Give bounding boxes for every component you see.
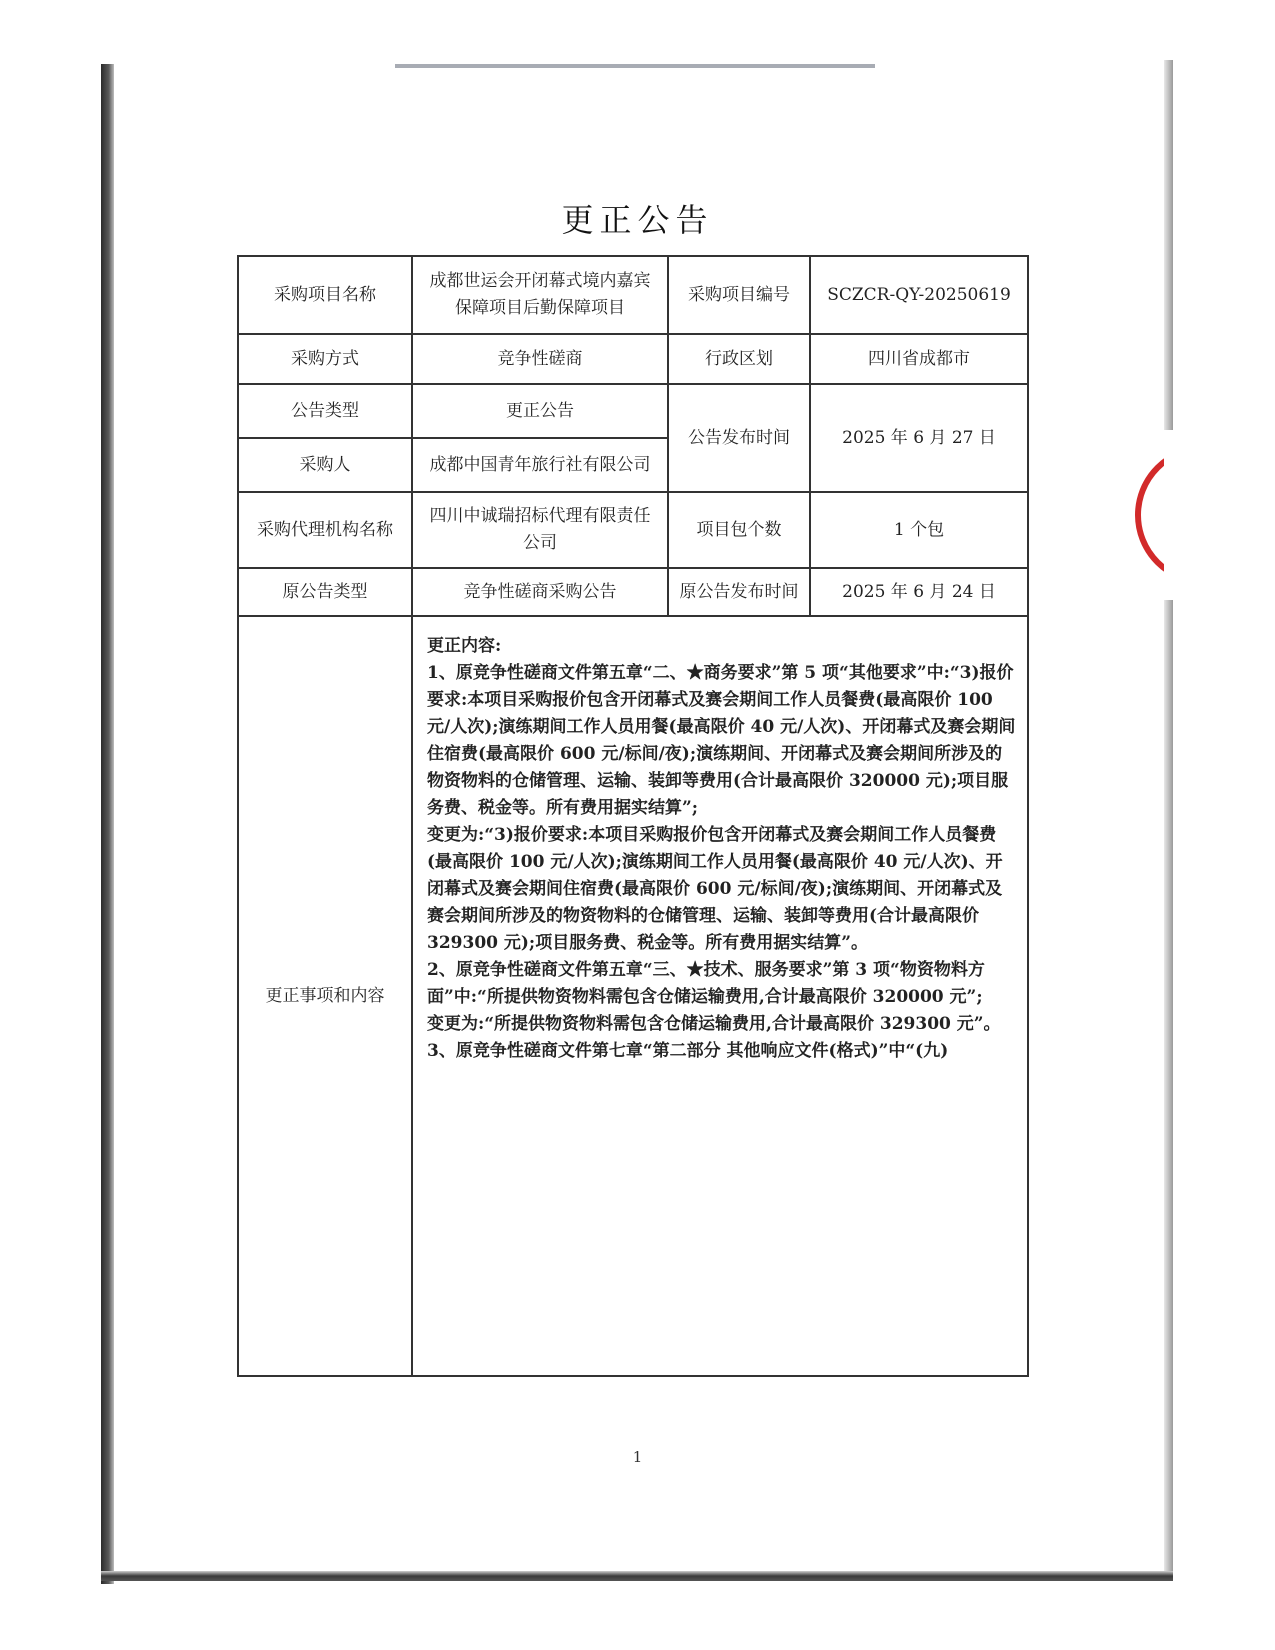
label-package-count: 项目包个数 xyxy=(668,492,810,568)
label-notice-type: 公告类型 xyxy=(238,384,412,438)
value-publish-date: 2025 年 6 月 27 日 xyxy=(810,384,1028,492)
page-number: 1 xyxy=(632,1448,643,1466)
value-notice-type: 更正公告 xyxy=(412,384,668,438)
scan-edge-bottom xyxy=(101,1571,1173,1581)
label-project-number: 采购项目编号 xyxy=(668,256,810,334)
correction-paragraph-4: 变更为:“所提供物资物料需包含仓储运输费用,合计最高限价 329300 元”。 xyxy=(427,1014,1001,1034)
correction-heading: 更正内容: xyxy=(427,636,502,656)
value-region: 四川省成都市 xyxy=(810,334,1028,384)
correction-paragraph-3: 2、原竞争性磋商文件第五章“三、★技术、服务要求”第 3 项“物资物料方面”中:“所提供物资物料需包含仓储运输费用,合计最高限价 320000 元”; xyxy=(427,960,985,1007)
correction-paragraph-1: 1、原竞争性磋商文件第五章“二、★商务要求”第 5 项“其他要求”中:“3)报价要求:本项目采购报价包含开闭幕式及赛会期间工作人员餐费(最高限价 100 元/人次);演练期间工作人员用餐(最高限价 40 元/人次)、开闭幕式及赛会期间住宿费(最高限价 600 元/标间/夜);演练期间、开闭幕式及赛会期间所涉及的物资物料的仓储管理、运输、装卸等费用(合计最高限价 320000 元);项目服务费、税金等。所有费用据实结算”; xyxy=(427,663,1016,818)
correction-paragraph-5: 3、原竞争性磋商文件第七章“第二部分 其他响应文件(格式)”中“(九) xyxy=(427,1041,949,1061)
label-original-publish-date: 原公告发布时间 xyxy=(668,568,810,616)
value-purchaser: 成都中国青年旅行社有限公司 xyxy=(412,438,668,492)
value-project-name: 成都世运会开闭幕式境内嘉宾保障项目后勤保障项目 xyxy=(412,256,668,334)
label-project-name: 采购项目名称 xyxy=(238,256,412,334)
row-original-notice xyxy=(238,568,1028,616)
scan-edge-right xyxy=(1164,60,1173,1580)
label-region: 行政区划 xyxy=(668,334,810,384)
value-agency: 四川中诚瑞招标代理有限责任公司 xyxy=(412,492,668,568)
label-publish-date: 公告发布时间 xyxy=(668,384,810,492)
scan-edge-left xyxy=(101,64,114,1584)
row-agency xyxy=(238,492,1028,568)
label-agency: 采购代理机构名称 xyxy=(238,492,412,568)
label-correction: 更正事项和内容 xyxy=(238,616,412,1376)
value-project-number: SCZCR-QY-20250619 xyxy=(810,256,1028,334)
row-procurement-method xyxy=(238,334,1028,384)
value-original-publish-date: 2025 年 6 月 24 日 xyxy=(810,568,1028,616)
row-correction xyxy=(238,616,1028,1376)
scan-edge-top xyxy=(395,64,875,68)
value-package-count: 1 个包 xyxy=(810,492,1028,568)
label-procurement-method: 采购方式 xyxy=(238,334,412,384)
label-original-notice-type: 原公告类型 xyxy=(238,568,412,616)
value-procurement-method: 竞争性磋商 xyxy=(412,334,668,384)
value-original-notice-type: 竞争性磋商采购公告 xyxy=(412,568,668,616)
correction-content xyxy=(412,616,1028,1376)
row-notice-type xyxy=(238,384,1028,438)
label-purchaser: 采购人 xyxy=(238,438,412,492)
row-project-name xyxy=(238,256,1028,334)
notice-table xyxy=(237,255,1029,1377)
page-edge-mask xyxy=(1164,430,1275,600)
correction-paragraph-2: 变更为:“3)报价要求:本项目采购报价包含开闭幕式及赛会期间工作人员餐费(最高限价 100 元/人次);演练期间工作人员用餐(最高限价 40 元/人次)、开闭幕式及赛会期间住宿费(最高限价 600 元/标间/夜);演练期间、开闭幕式及赛会期间所涉及的物资物料的仓储管理、运输、装卸等费用(合计最高限价 329300 元);项目服务费、税金等。所有费用据实结算”。 xyxy=(427,825,1003,953)
page-title: 更正公告 xyxy=(561,201,714,239)
